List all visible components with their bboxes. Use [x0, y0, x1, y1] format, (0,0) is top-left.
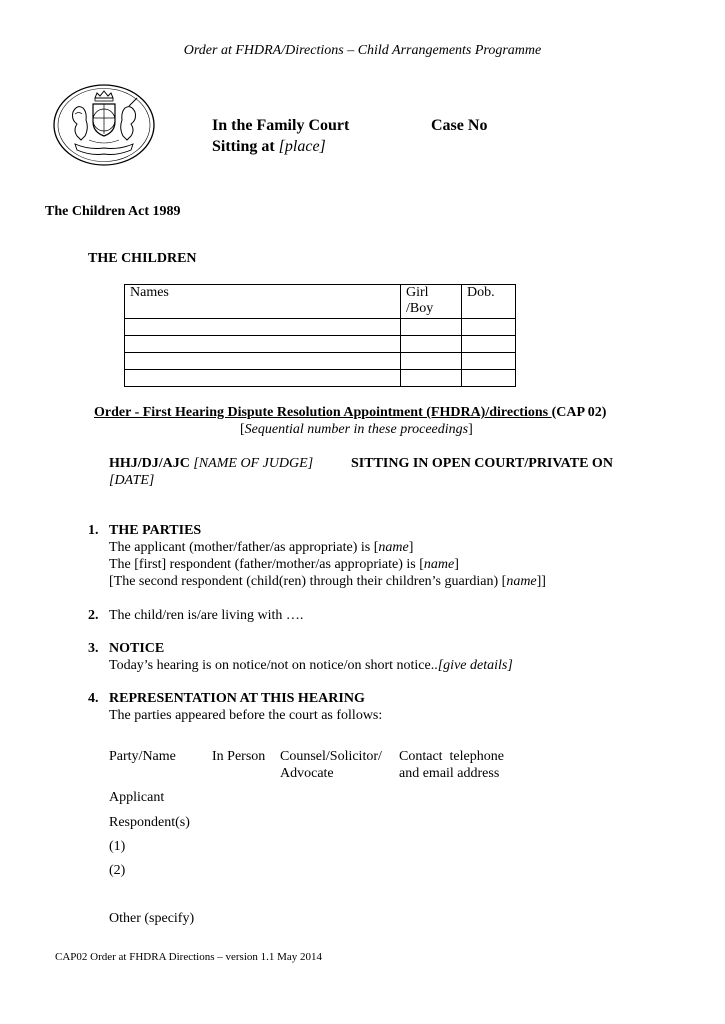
- judge-prefix: HHJ/DJ/AJC: [109, 456, 194, 471]
- notice-line: [109, 658, 513, 674]
- representation-intro: The parties appeared before the court as follows:: [109, 708, 383, 723]
- table-header-row: [125, 285, 516, 319]
- table-row: [125, 336, 516, 353]
- table-cell: [125, 319, 401, 336]
- section-1-number: 1.: [88, 523, 99, 538]
- table-row: [125, 370, 516, 387]
- judge-name-placeholder: [NAME OF JUDGE]: [193, 456, 314, 471]
- royal-coat-of-arms-icon: [53, 84, 155, 166]
- sitting-at-label: Sitting at: [212, 138, 279, 155]
- applicant-name-placeholder: name: [378, 540, 409, 555]
- col-in-person: In Person: [212, 749, 266, 764]
- second-respondent-text: [The second respondent (child(ren) through their children’s guardian) [: [109, 574, 507, 589]
- date-placeholder: [DATE]: [109, 473, 155, 488]
- party-row-respondents: Respondent(s): [109, 815, 190, 830]
- party-row-2: (2): [109, 863, 126, 878]
- sequence-line: [240, 422, 473, 438]
- living-with-text: The child/ren is/are living with ….: [109, 608, 304, 623]
- order-title-line: [94, 405, 606, 421]
- table-cell: [125, 353, 401, 370]
- children-table: [124, 284, 516, 387]
- applicant-line: [109, 540, 413, 556]
- table-cell: [401, 319, 462, 336]
- sequence-placeholder: Sequential number in these proceedings: [244, 422, 469, 437]
- gender-label-2: /Boy: [406, 301, 434, 316]
- party-row-applicant: Applicant: [109, 790, 165, 805]
- table-cell: [125, 370, 401, 387]
- case-number-label: Case No: [431, 117, 488, 134]
- section-3-number: 3.: [88, 641, 99, 656]
- col-counsel-line-1: Counsel/Solicitor/: [280, 749, 382, 764]
- table-cell: [462, 353, 516, 370]
- col-header-names: Names: [125, 285, 401, 319]
- table-cell: [401, 353, 462, 370]
- act-title: The Children Act 1989: [45, 204, 181, 219]
- notice-details-placeholder: [give details]: [437, 658, 513, 673]
- page-header-title: Order at FHDRA/Directions – Child Arrangements Programme: [183, 43, 542, 58]
- table-cell: [462, 319, 516, 336]
- col-party-name: Party/Name: [109, 749, 176, 764]
- table-row: [125, 353, 516, 370]
- col-header-gender: [401, 285, 462, 319]
- court-name: In the Family Court: [212, 117, 350, 134]
- first-respondent-text: The [first] respondent (father/mother/as appropriate) is [: [109, 557, 424, 572]
- notice-text: Today’s hearing is on notice/not on notice/on short notice..: [109, 658, 438, 673]
- first-respondent-line: [109, 557, 459, 573]
- second-respondent-name-placeholder: name: [506, 574, 537, 589]
- second-respondent-end: ]]: [536, 574, 546, 589]
- section-2-number: 2.: [88, 608, 99, 623]
- table-row: [125, 319, 516, 336]
- table-cell: [125, 336, 401, 353]
- first-respondent-name-placeholder: name: [423, 557, 455, 572]
- sequence-open: [: [240, 422, 245, 437]
- party-row-1: (1): [109, 839, 126, 854]
- applicant-text: The applicant (mother/father/as appropriate) is [: [109, 540, 379, 555]
- col-header-dob: Dob.: [462, 285, 516, 319]
- sequence-close: ]: [468, 422, 473, 437]
- order-title: Order - First Hearing Dispute Resolution Appointment (FHDRA)/directions: [94, 405, 552, 420]
- table-cell: [462, 336, 516, 353]
- place-placeholder: [place]: [278, 138, 326, 155]
- col-contact-line-1: Contact telephone: [399, 749, 504, 764]
- first-respondent-end: ]: [454, 557, 459, 572]
- page-footer: CAP02 Order at FHDRA Directions – version 1.1 May 2014: [55, 951, 323, 963]
- table-cell: [401, 370, 462, 387]
- judge-line: [109, 456, 313, 472]
- sitting-status: SITTING IN OPEN COURT/PRIVATE ON: [351, 456, 613, 471]
- section-3-title: NOTICE: [109, 641, 165, 656]
- col-contact-line-2: and email address: [399, 766, 500, 781]
- order-code: (CAP 02): [551, 405, 607, 420]
- sitting-at-line: [212, 138, 326, 156]
- section-4-title: REPRESENTATION AT THIS HEARING: [109, 691, 365, 706]
- col-counsel-line-2: Advocate: [280, 766, 334, 781]
- section-4-number: 4.: [88, 691, 99, 706]
- gender-label-1: Girl: [406, 285, 429, 300]
- children-heading: THE CHILDREN: [88, 251, 197, 266]
- second-respondent-line: [109, 574, 546, 590]
- table-cell: [401, 336, 462, 353]
- applicant-end: ]: [408, 540, 414, 555]
- party-row-other: Other (specify): [109, 911, 195, 926]
- table-cell: [462, 370, 516, 387]
- section-1-title: THE PARTIES: [109, 523, 202, 538]
